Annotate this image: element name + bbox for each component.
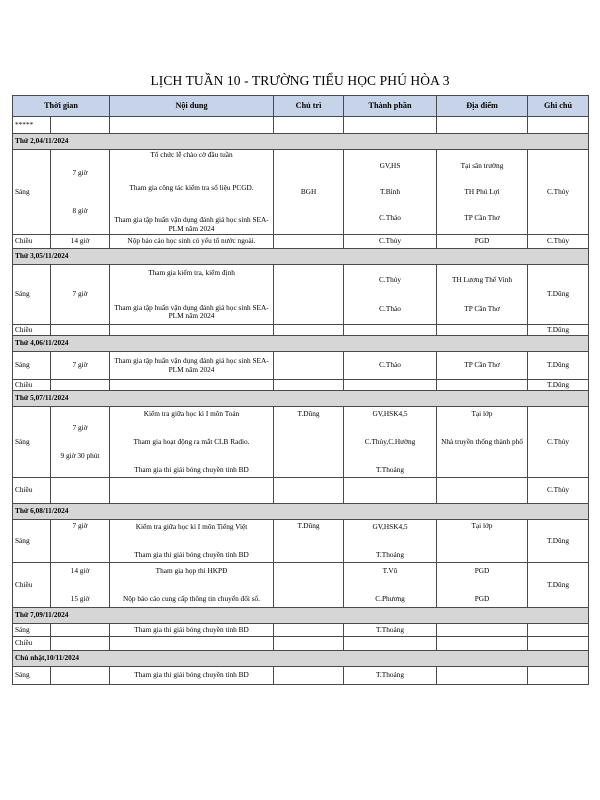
note-cell: C.Thủy bbox=[528, 478, 589, 504]
header-thoi-gian: Thời gian bbox=[13, 96, 110, 117]
participants-cell bbox=[344, 150, 437, 235]
time-cell bbox=[51, 563, 110, 608]
table-row bbox=[13, 478, 589, 504]
day-label: Thứ 3,05/11/2024 bbox=[13, 249, 589, 265]
participant: GV,HS bbox=[379, 161, 401, 170]
content-cell bbox=[110, 563, 274, 608]
table-row bbox=[13, 667, 589, 685]
participant: T.Bình bbox=[380, 186, 400, 196]
time-cell bbox=[51, 150, 110, 235]
content-cell bbox=[110, 520, 274, 563]
content-cell: Tham gia thi giải bóng chuyền tỉnh BD bbox=[110, 624, 274, 637]
location: Tại sân trường bbox=[460, 161, 504, 170]
time-cell bbox=[51, 407, 110, 478]
participant: GV,HSK4,5 bbox=[372, 522, 408, 531]
location: PGD bbox=[474, 593, 490, 603]
table-row bbox=[13, 637, 589, 651]
session-label: Sáng bbox=[13, 352, 51, 380]
time-cell: 7 giờ bbox=[51, 352, 110, 380]
content-cell: Tham gia tập huấn vận dụng đánh giá học sinh SEA-PLM năm 2024 bbox=[110, 352, 274, 380]
table-row bbox=[13, 325, 589, 336]
session-label: Sáng bbox=[13, 520, 51, 563]
participant: T.Vũ bbox=[382, 566, 398, 575]
location: Nhà truyền thống thành phố bbox=[441, 436, 523, 446]
participant: C.Thủy bbox=[378, 274, 402, 284]
host-cell bbox=[274, 235, 344, 249]
participant: C.Thảo bbox=[379, 304, 401, 314]
time-value: 7 giờ bbox=[72, 168, 88, 177]
day-label: Thứ 4,06/11/2024 bbox=[13, 336, 589, 352]
content-item: Tham gia tập huấn vận dụng đánh giá học sinh SEA-PLM năm 2024 bbox=[114, 302, 269, 321]
schedule-table bbox=[12, 95, 589, 685]
location: TH Lương Thế Vinh bbox=[452, 274, 513, 284]
note-cell: T.Dũng bbox=[528, 563, 589, 608]
day-header-row bbox=[13, 391, 589, 407]
session-label: Sáng bbox=[13, 150, 51, 235]
participants-cell bbox=[344, 265, 437, 325]
day-label: Thứ 5,07/11/2024 bbox=[13, 391, 589, 407]
content-item: Tham gia tập huấn vận dụng đánh giá học sinh SEA-PLM năm 2024 bbox=[114, 215, 269, 233]
host-cell bbox=[274, 563, 344, 608]
content-cell: Tham gia thi giải bóng chuyền tỉnh BD bbox=[110, 667, 274, 685]
host-cell bbox=[274, 265, 344, 325]
table-row bbox=[13, 563, 589, 608]
header-chu-tri: Chủ trì bbox=[274, 96, 344, 117]
host-cell: T.Dũng bbox=[274, 407, 344, 478]
table-row bbox=[13, 624, 589, 637]
note-cell: T.Dũng bbox=[528, 352, 589, 380]
time-value: 15 giờ bbox=[70, 593, 90, 603]
session-label: Chiều bbox=[13, 325, 51, 336]
header-row bbox=[13, 96, 589, 117]
session-label: Sáng bbox=[13, 265, 51, 325]
day-label: Thứ 2,04/11/2024 bbox=[13, 134, 589, 150]
session-label: Chiều bbox=[13, 637, 51, 651]
day-header-row bbox=[13, 249, 589, 265]
table-row bbox=[13, 520, 589, 563]
header-dia-diem: Địa điểm bbox=[437, 96, 528, 117]
time-cell: 14 giờ bbox=[51, 235, 110, 249]
table-row bbox=[13, 380, 589, 391]
table-row bbox=[13, 265, 589, 325]
table-row bbox=[13, 150, 589, 235]
participant: C.Thảo bbox=[379, 212, 401, 222]
session-label: Chiều bbox=[13, 380, 51, 391]
day-header-row bbox=[13, 134, 589, 150]
participants-cell: C.Thủy bbox=[344, 235, 437, 249]
placeholder-row bbox=[13, 117, 589, 134]
participants-cell bbox=[344, 563, 437, 608]
content-item: Tham gia hoạt động ra mắt CLB Radio. bbox=[133, 436, 250, 446]
day-label: Thứ 7,09/11/2024 bbox=[13, 608, 589, 624]
content-item: Tham gia công tác kiểm tra sổ liệu PCGD. bbox=[129, 182, 254, 192]
content-cell bbox=[110, 407, 274, 478]
content-item: Nộp báo cáo cung cấp thông tin chuyển đổi số. bbox=[123, 593, 261, 603]
content-cell bbox=[110, 150, 274, 235]
session-label: Chiều bbox=[13, 563, 51, 608]
session-label: Sáng bbox=[13, 667, 51, 685]
participant: C.Thủy,C.Hường bbox=[364, 436, 416, 446]
time-value: 8 giờ bbox=[72, 205, 88, 215]
content-item: Kiểm tra giữa học kì I môn Tiếng Việt bbox=[135, 522, 248, 531]
stars-cell: ***** bbox=[13, 117, 51, 134]
location: TH Phú Lợi bbox=[464, 186, 500, 196]
content-item: Kiểm tra giữa học kì I môn Toán bbox=[143, 409, 240, 418]
note-cell: T.Dũng bbox=[528, 520, 589, 563]
time-cell: 7 giờ bbox=[51, 520, 110, 563]
location: TP Cần Thơ bbox=[464, 304, 500, 314]
day-header-row bbox=[13, 651, 589, 667]
page-title: LỊCH TUẦN 10 - TRƯỜNG TIỂU HỌC PHÚ HÒA 3 bbox=[150, 73, 450, 88]
location-cell: PGD bbox=[437, 235, 528, 249]
session-label: Sáng bbox=[13, 407, 51, 478]
note-cell: C.Thủy bbox=[528, 150, 589, 235]
location-cell bbox=[437, 563, 528, 608]
host-cell bbox=[274, 352, 344, 380]
note-cell: C.Thủy bbox=[528, 407, 589, 478]
header-ghi-chu: Ghi chú bbox=[528, 96, 589, 117]
day-header-row bbox=[13, 504, 589, 520]
content-item: Tham gia họp thi HKPĐ bbox=[155, 566, 228, 575]
participants-cell bbox=[344, 407, 437, 478]
header-thanh-phan: Thành phần bbox=[344, 96, 437, 117]
time-cell: 7 giờ bbox=[51, 265, 110, 325]
day-label: Chủ nhật,10/11/2024 bbox=[13, 651, 589, 667]
time-value: 9 giờ 30 phút bbox=[60, 450, 100, 460]
note-cell: T.Dũng bbox=[528, 325, 589, 336]
content-item: Tổ chức lễ chào cờ đầu tuần bbox=[150, 150, 233, 159]
content-item: Tham gia thi giải bóng chuyền tỉnh BD bbox=[134, 549, 249, 559]
participant: C.Phương bbox=[375, 593, 405, 603]
session-label: Sáng bbox=[13, 624, 51, 637]
location: TP Cần Thơ bbox=[464, 212, 500, 222]
day-header-row bbox=[13, 336, 589, 352]
table-row bbox=[13, 352, 589, 380]
header-noi-dung: Nội dung bbox=[110, 96, 274, 117]
table-row bbox=[13, 407, 589, 478]
participants-cell bbox=[344, 520, 437, 563]
session-label: Chiều bbox=[13, 235, 51, 249]
location: Tại lớp bbox=[471, 409, 493, 418]
location-cell: Tại lớp bbox=[437, 520, 528, 563]
participant: T.Thoảng bbox=[376, 464, 405, 474]
location-cell bbox=[437, 407, 528, 478]
note-cell: T.Dũng bbox=[528, 380, 589, 391]
participants-cell: T.Thoảng bbox=[344, 667, 437, 685]
participants-cell: C.Thảo bbox=[344, 352, 437, 380]
day-header-row bbox=[13, 608, 589, 624]
content-cell bbox=[110, 265, 274, 325]
day-label: Thứ 6,08/11/2024 bbox=[13, 504, 589, 520]
location-cell bbox=[437, 265, 528, 325]
location: PGD bbox=[474, 566, 490, 575]
location-cell bbox=[437, 150, 528, 235]
location-cell: TP Cần Thơ bbox=[437, 352, 528, 380]
content-item: Tham gia thi giải bóng chuyền tỉnh BD bbox=[134, 464, 249, 474]
time-value: 14 giờ bbox=[70, 566, 90, 575]
note-cell: T.Dũng bbox=[528, 265, 589, 325]
session-label: Chiều bbox=[13, 478, 51, 504]
content-cell: Nộp báo cáo học sinh có yếu tố nước ngoài. bbox=[110, 235, 274, 249]
participant: GV,HSK4,5 bbox=[372, 409, 408, 418]
time-value: 7 giờ bbox=[72, 423, 88, 432]
host-cell: BGH bbox=[274, 150, 344, 235]
content-item: Tham gia kiểm tra, kiểm định bbox=[148, 267, 235, 277]
note-cell: C.Thủy bbox=[528, 235, 589, 249]
participant: T.Thoảng bbox=[376, 549, 405, 559]
participants-cell: T.Thoảng bbox=[344, 624, 437, 637]
table-row bbox=[13, 235, 589, 249]
host-cell: T.Dũng bbox=[274, 520, 344, 563]
